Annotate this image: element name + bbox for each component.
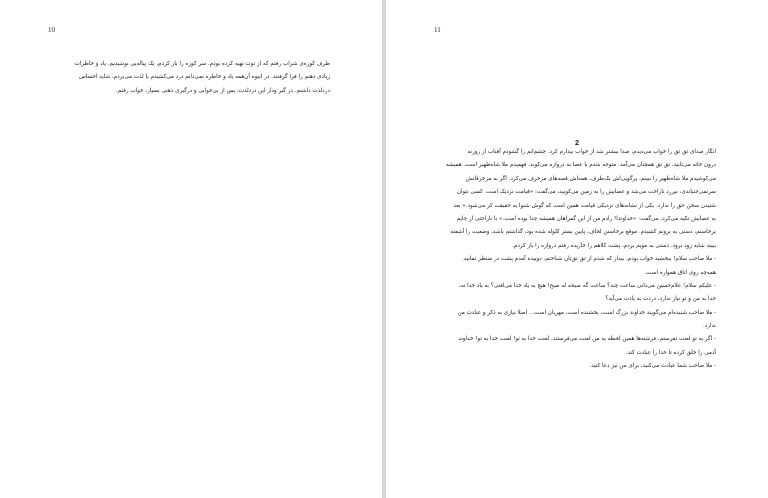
text-line: طرف کوزه‌ی شراب رفتم که از توت تهیه کرده بودم. سر کوزه را باز کردم، یک پیاله‌یی نوشیدیم. یاد و خاطرات	[74, 61, 330, 67]
page-left	[0, 0, 382, 498]
chapter-number: 2	[575, 140, 579, 147]
paragraph	[48, 58, 330, 98]
text-line: - ملا صاحب سلام! ببخشید خواب بودم، بیدار که شدم از تق تق‌تان شناختم، دوییده آمدم پشت در منتظر نمانید.	[461, 256, 716, 263]
paragraph	[434, 253, 716, 266]
paragraph	[434, 333, 716, 360]
text-line: به عصایش تکیه می‌کرد، می‌گفت: «خداوندا! رادم من از این گمراهان همیشه جدا بوده است.» با ناراحتی از جایم	[456, 215, 716, 222]
text-line: درون خانه می‌تابید، تق تق همچنان می‌آمد. متوجه شدم با عصا به دروازه می‌کوبد، فهمیدم ملا شاه‌ظهیر است. همیشه	[445, 162, 716, 169]
text-line: ببیند شاید زود برود. دستی به مویم بردم، پشت کلاهم را خارپده رفتم دروازه را باز کردم.	[512, 242, 716, 249]
paragraph	[434, 360, 716, 373]
page-body-text	[434, 146, 716, 374]
text-line: برخاستم، دستی به برونم کشیدم. موقع برخاستن لحاف، پایین بستر کلوله شده بود، گذاشتم باشد، وضعیت را آشفته	[450, 229, 716, 236]
text-line: همه‌چه روی اتاق همواره است.	[644, 269, 716, 276]
page-right	[386, 0, 768, 498]
text-line: آدمی را خلق کرده تا خدا را عبادت کند.	[625, 349, 716, 356]
page-number: 11	[434, 26, 441, 34]
text-line: ندارد.	[702, 323, 716, 330]
paragraph	[434, 146, 716, 253]
paragraph	[434, 307, 716, 334]
text-line: - اگر به تو لعنت نفرستم، فرشته‌ها همین لحظه به من لعنت می‌فرستند. لعنت خدا به تو! لعنت خدا به تو! خداوند	[458, 336, 716, 343]
text-line: دردلذت داشتم. در گیر ودار این دردلذت، پس از بی‌خوابی و درگیری ذهنی بسیار، خواب رفتم.	[116, 87, 330, 94]
page-number: 10	[48, 26, 55, 34]
paragraph	[434, 267, 716, 280]
text-line: شنیدن سخن حق را ندارد. یکی از نشانه‌های نزدیکی قیامت همین است که گوش شنوا به حقیقت کر می‌شود.» بعد	[453, 202, 716, 209]
paragraph	[434, 280, 716, 307]
text-line: زیادی ذهنم را فرا گرفتند. در انبوه آن‌همه یاد و خاطره نمی‌دانم درد می‌کشیدم یا لذت می‌بردم، شاید احساس	[78, 74, 330, 81]
text-line: می‌کوشیدم ملا شاه‌ظهیر را نبینم، پرگویی‌اش بک‌طرف، همه‌اش قصه‌های مزخرف می‌کرد. اگر به مزخرفاتش	[465, 175, 716, 182]
text-line: - ملا صاحب شنیده‌ام می‌گویند خداوند بزرگ است، بخشنده است، مهربان است... اصلا نیازی به ذکر و عبادت من	[457, 309, 716, 316]
text-line: خدا به من و تو نیاز ندارد، دردت به یادت می‌آید؟	[605, 296, 716, 303]
text-line: انگار صدای تق تق را خواب می‌دیدم، صدا بیشتر شد از خواب بیدارم کرد. چشم‌انم را گشودم آفتاب از روزنه	[467, 149, 716, 155]
text-line: - علیکم سلام! علام‌حسین می‌دانی ساعت چند؟ ساعت گه صبحه له صبح! هیچ به یاد خدا می‌افتی؟ به یاد خدا نه،	[459, 282, 716, 289]
text-line: سرتمی‌جنباندی، بپررد ناراحت می‌شد و عصایش را به زمین می‌کوبید، می‌گفت: «قیامت نزدیک است. کسی نتوان	[456, 189, 716, 196]
text-line: - ملا صاحب شما عبادت می‌کنید، برای من نیز دعا کنید.	[589, 363, 716, 370]
page-body-text	[48, 58, 330, 98]
